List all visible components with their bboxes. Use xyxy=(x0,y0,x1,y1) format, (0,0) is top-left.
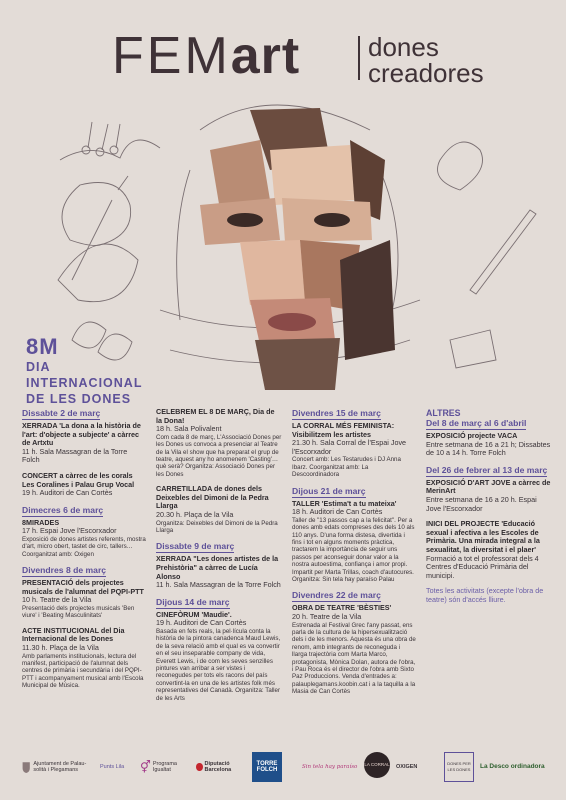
event-info: 20 h. Teatre de la Vila xyxy=(292,612,362,622)
descoordinadora-logo: La Desco ordinadora xyxy=(480,762,545,770)
event-item xyxy=(292,590,416,695)
event-title: INICI DEL PROJECTE 'Educació sexual i afectiva a les Escoles de Primària. Una mirada integral a la sexualitat, la diversitat i el plaer' xyxy=(426,519,540,554)
event-info: 19 h. Auditori de Can Cortès xyxy=(156,618,247,628)
event-title: XERRADA "Les dones artistes de la Prehistòria" a càrrec de Lucía Alonso xyxy=(156,554,279,581)
event-item xyxy=(156,597,282,702)
event-description: Com cada 8 de març, L'Associació Dones per les Dones us convoca a presenciar al Teatre de la Vila el show que ha preparat el grup de teatre, aquest any ho anomenem 'Casting'… què serà? Organitza: Associació Dones per les Dones xyxy=(156,433,282,478)
event-item xyxy=(156,408,282,478)
event-info: 21.30 h. Sala Corral de l'Espai Jove l'Escorxador xyxy=(292,438,407,456)
crest-icon xyxy=(22,757,30,777)
event-info: 18 h. Sala Polivalent xyxy=(156,424,222,434)
event-title: 8MIRADES xyxy=(22,517,60,527)
event-title: CINEFÒRUM 'Maudie'. xyxy=(156,609,232,619)
intl-day-line-3: DE LES DONES xyxy=(26,392,132,406)
event-date: Divendres 15 de març xyxy=(292,408,381,418)
oxigen-logo: OXIGEN xyxy=(396,763,418,770)
event-description: Taller de "13 passos cap a la felicitat". Per a dones amb edats compreses des dels 10 als 110 anys. D'una forma distesa, divertida i fins i tot en alguns moments pràctica, tractarem la importància de seguir uns passos per aconseguir donar valor a la nostra autoestima, confiança i amor propi. Impartit per Marta Trillas, coach d'autocures. Organitza: Sin tela hay paraíso Palau xyxy=(292,516,415,584)
event-title: CELEBREM EL 8 DE MARÇ, Dia de la Dona! xyxy=(156,407,275,425)
event-info: Entre setmana de 16 a 20 h. Espai Jove l'Escorxador xyxy=(426,494,537,513)
gender-icon: ⚥ xyxy=(140,759,151,774)
event-title: PRESENTACIÓ dels projectes musicals de l'alumnat del PQPI-PTT xyxy=(22,578,144,596)
event-item xyxy=(292,408,416,479)
event-info: 11 h. Sala Massagran de la Torre Folch xyxy=(156,580,281,590)
intl-day-line-1: DIA xyxy=(26,360,51,374)
event-info: Entre setmana de 16 a 21 h; Dissabtes de 10 a 14 h. Torre Folch xyxy=(426,439,551,458)
event-description: Basada en fets reals, la pel·lícula conta la història de la pintora canadenca Maud Lewis, de la seva relació amb el qual es va convertir en el seu inseparable company de vida, Everett Lewis, i de com les seves senzilles pintures van arribar a ser vistes i reconegudes per tots els racons del país convertint-la en una de les artistes folk més representatives del Canadà. Organitza: Taller de les Arts xyxy=(156,627,281,702)
program-column-3 xyxy=(292,408,416,703)
international-day-block xyxy=(26,336,166,406)
event-item xyxy=(156,541,282,589)
sin-tela-logo: Sin tela hay paraíso xyxy=(302,763,358,770)
event-item xyxy=(156,485,282,534)
diputacio-dot-icon xyxy=(196,763,203,771)
event-description: Exposició de dones artistes referents, mostra d'art, micro obert, tastet de circ, tallers… Coorganitzat amb: Oxigen xyxy=(22,535,146,558)
event-item xyxy=(426,520,552,580)
event-description: Presentació dels projectes musicals 'Ben viure' i 'Beating Masculinitats' xyxy=(22,604,135,620)
punts-lila-logo: Punts Lila xyxy=(100,763,125,770)
event-info: 20.30 h. Plaça de la Vila xyxy=(156,510,234,519)
event-info: 11 h. Sala Massagran de la Torre Folch xyxy=(22,446,128,465)
event-item xyxy=(22,505,146,558)
event-date: Del 8 de març al 6 d'abril xyxy=(426,418,527,428)
event-description: Amb parlaments institucionals, lectura del manifest, participació de l'alumnat dels centres de primària i secundària i del PQPI-PTT i acompanyament musical amb l'Escola Municipal de Música. xyxy=(22,652,144,690)
event-item xyxy=(22,472,146,498)
event-title: CARRETILLADA de dones dels Deixebles del Dimoni de la Pedra Llarga xyxy=(156,484,269,511)
intl-day-8m: 8M xyxy=(26,334,59,359)
sponsor-logos xyxy=(0,738,566,800)
diputacio-logo: Diputació Barcelona xyxy=(196,752,248,782)
event-date: Dijous 14 de març xyxy=(156,596,230,607)
event-info: 17 h. Espai Jove l'Escorxador xyxy=(22,526,117,536)
event-description: Concert amb: Les Testarudes i DJ Anna Ibarz. Coorganitzat amb: La Descoordinadora xyxy=(292,456,401,479)
event-info: 10 h. Teatre de la Vila xyxy=(22,595,92,605)
free-access-note: Totes les activitats (excepte l'obra de teatre) són d'accés lliure. xyxy=(426,586,544,604)
event-item xyxy=(292,486,416,584)
event-title: ACTE INSTITUCIONAL del Dia Internacional de les Dones xyxy=(22,625,125,644)
title-line-2: creadores xyxy=(368,58,484,88)
event-item xyxy=(22,408,146,465)
dones-per-les-dones-logo: DONES PER LES DONES xyxy=(444,752,474,782)
program-column-2 xyxy=(156,408,282,709)
la-corral-logo: LA CORRAL xyxy=(364,752,390,778)
event-date: Dissabte 9 de març xyxy=(156,541,235,552)
brand-wordmark: FEMart xyxy=(112,27,301,85)
event-description: Estrenada al Festival Grec l'any passat, ens parla de la cultura de la hipersexualització dels i de les menors. Aquesta és una obra de renom, amb integrants de reconeguda i llarga trajectòria com Marta Marco, protagonista, Mònica Dolan, autora de l'obra, i Pau Roca és el director de l'obra amb Sixto Paz Produccions. Venda d'entrades a: palauplegamans.koobin.cat i a la taquilla a la Masia de Can Cortès xyxy=(292,621,416,696)
event-title: OBRA DE TEATRE 'BÈSTIES' xyxy=(292,603,392,613)
event-date: Divendres 22 de març xyxy=(292,590,381,601)
event-description: Organitza: Deixebles del Dimoni de la Pedra Llarga xyxy=(156,519,278,534)
program-column-1 xyxy=(22,408,146,697)
event-date: Divendres 8 de març xyxy=(22,565,107,576)
event-title: CONCERT a càrrec de les corals Les Coralines i Palau Grup Vocal xyxy=(22,470,135,489)
event-info: 19 h. Auditori de Can Cortès xyxy=(22,488,113,498)
event-date: Dimecres 6 de març xyxy=(22,504,104,515)
torre-folch-logo: TORRE FOLCH xyxy=(252,752,282,782)
event-item xyxy=(22,565,146,620)
program-column-4 xyxy=(426,408,552,605)
title-separator xyxy=(358,36,360,80)
event-info: 18 h. Auditori de Can Cortès xyxy=(292,507,383,517)
event-title: LA CORRAL MÉS FEMINISTA: Visibilitzem les artistes xyxy=(292,421,395,439)
event-title: EXPOSICIÓ projecte VACA xyxy=(426,431,518,440)
festival-title xyxy=(112,27,542,90)
face-collage xyxy=(200,108,395,390)
event-title: EXPOSICIÓ D'ART JOVE a càrrec de MerinArt xyxy=(426,477,551,496)
event-title: TALLER 'Estima't a tu mateixa' xyxy=(292,498,397,508)
event-info: Formació a tot el professorat dels 4 Centres d'Educació Primària del municipi. xyxy=(426,553,539,580)
event-item xyxy=(426,465,552,513)
intl-day-line-2: INTERNACIONAL xyxy=(26,376,143,390)
programa-igualtat-logo: ⚥ Programa Igualtat xyxy=(140,759,177,774)
event-info: 11.30 h. Plaça de la Vila xyxy=(22,642,99,652)
event-date: Del 26 de febrer al 13 de març xyxy=(426,464,548,475)
ajuntament-logo: Ajuntament de Palau-solità i Plegamans xyxy=(22,752,92,782)
title-line-1: dones xyxy=(368,32,439,62)
altres-heading: ALTRES xyxy=(426,408,461,418)
event-item xyxy=(426,418,552,458)
event-date: Dissabte 2 de març xyxy=(22,408,101,418)
event-title: XERRADA 'La dona a la història de l'art: d'objecte a subjecte' a càrrec de Artxtu xyxy=(22,421,141,448)
event-item xyxy=(22,627,146,690)
event-date: Dijous 21 de març xyxy=(292,485,366,496)
